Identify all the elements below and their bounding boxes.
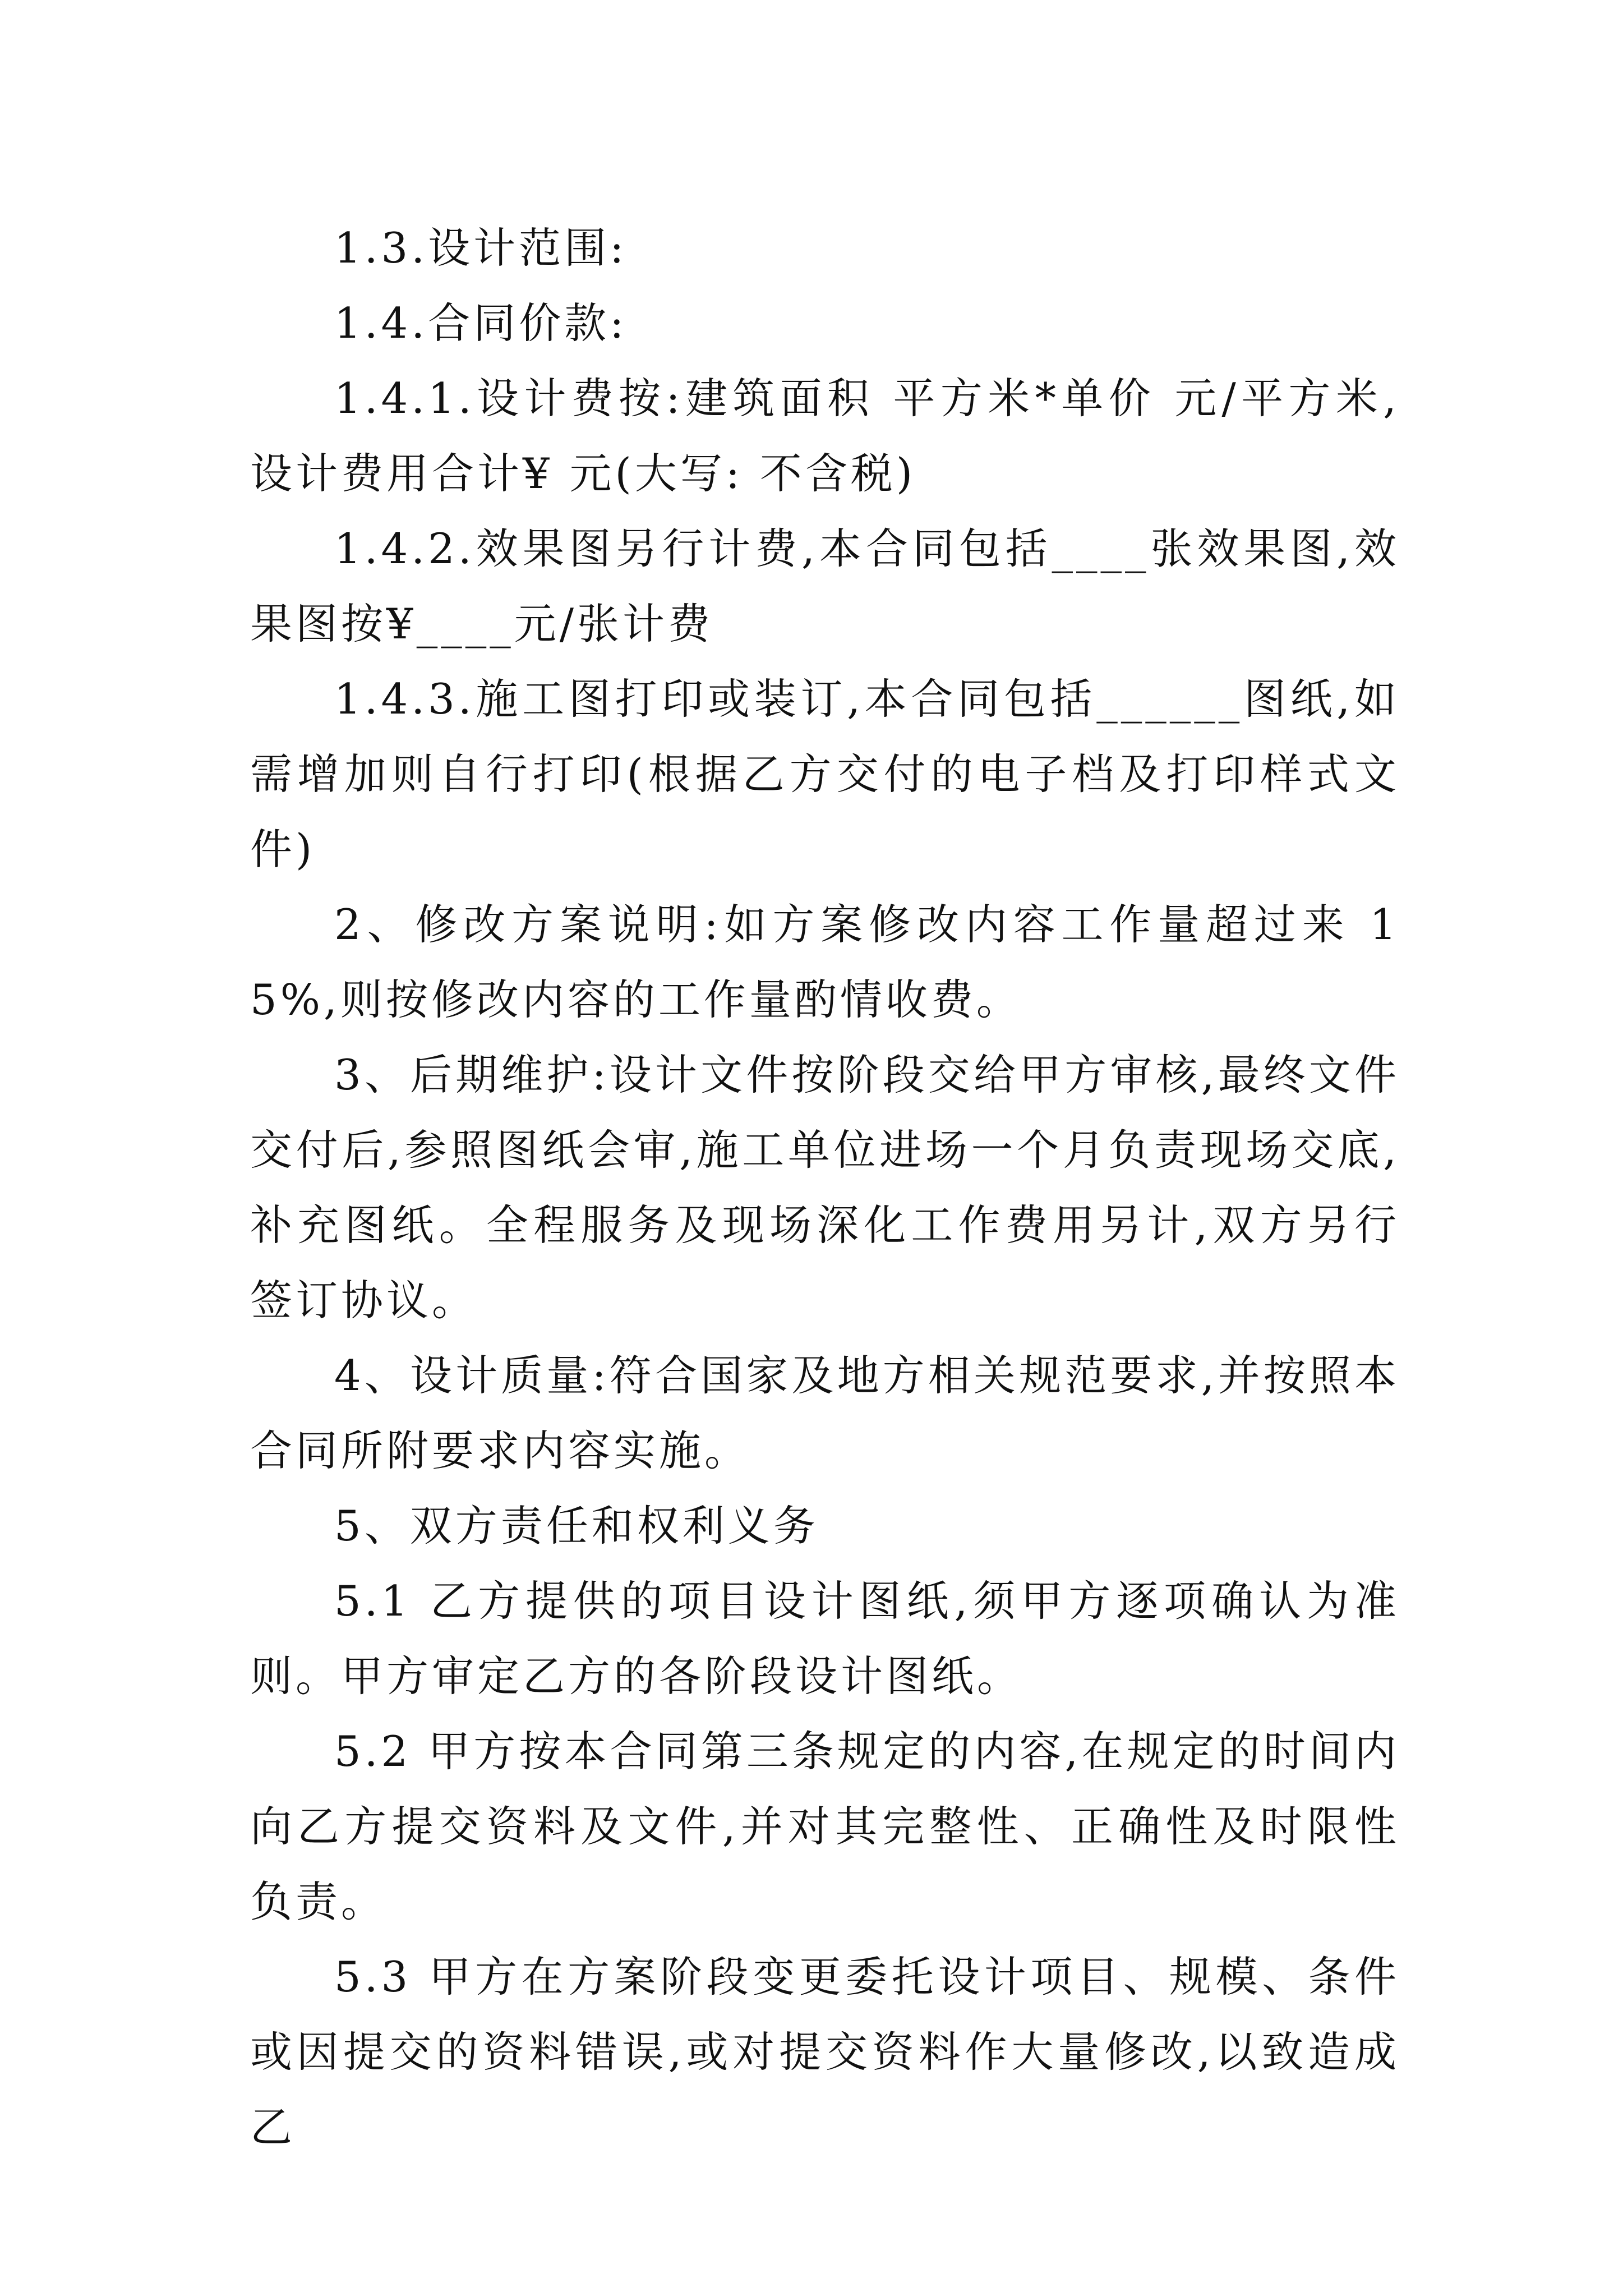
paragraph-1-4-2: 1.4.2.效果图另行计费,本合同包括____张效果图,效果图按¥____元/张计费 [250,524,1400,648]
paragraph-5-1: 5.1 乙方提供的项目设计图纸,须甲方逐项确认为准则。甲方审定乙方的各阶段设计图纸。 [250,1576,1400,1701]
paragraph-4: 4、设计质量:符合国家及地方相关规范要求,并按照本合同所附要求内容实施。 [250,1351,1400,1475]
paragraph-1-4-1: 1.4.1.设计费按:建筑面积 平方米*单价 元/平方米,设计费用合计¥ 元(大写: 不含税) [250,374,1400,498]
paragraph-1-4: 1.4.合同价款: [334,298,628,348]
paragraph-2: 2、修改方案说明:如方案修改内容工作量超过来 15%,则按修改内容的工作量酌情收费。 [250,900,1400,1024]
document-body [250,210,1400,2165]
paragraph-5-2: 5.2 甲方按本合同第三条规定的内容,在规定的时间内向乙方提交资料及文件,并对其完整性、正确性及时限性负责。 [250,1727,1400,1926]
paragraph-1-3: 1.3.设计范围: [334,223,628,273]
paragraph-5: 5、双方责任和权利义务 [334,1501,819,1550]
paragraph-5-3: 5.3 甲方在方案阶段变更委托设计项目、规模、条件或因提交的资料错误,或对提交资料作大量修改,以致造成乙 [250,1952,1400,2152]
paragraph-3: 3、后期维护:设计文件按阶段交给甲方审核,最终文件交付后,参照图纸会审,施工单位进场一个月负责现场交底,补充图纸。全程服务及现场深化工作费用另计,双方另行签订协议。 [250,1050,1400,1325]
paragraph-1-4-3: 1.4.3.施工图打印或装订,本合同包括______图纸,如需增加则自行打印(根据乙方交付的电子档及打印样式文件) [250,674,1400,874]
